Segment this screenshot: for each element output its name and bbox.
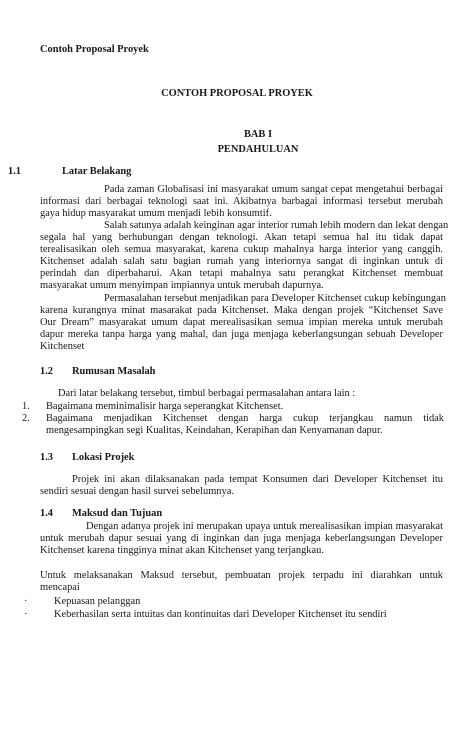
section-title: Lokasi Projek [72,452,135,463]
page-header: Contoh Proposal Proyek [40,44,149,55]
section-number: 1.4 [40,508,53,519]
paragraph-line: Projek ini akan dilaksanakan pada tempat Konsumen dari Developer Kitchenset itu [72,474,443,485]
paragraph-line: Permasalahan tersebut menjadikan para Developer Kitchenset cukup kebingungan [104,293,446,304]
paragraph-line: dapur mereka tanpa harga yang mahal, dan juga menjaga keberlangsungan sebuah Developer [40,329,443,340]
paragraph-line: segala hal yang berhubungan dengan teknologi. Akan tetapi semua hal itu tidak dapat [40,232,443,243]
list-item: Bagaimana menjadikan Kitchenset dengan harga cukup terjangkau namun tidak [46,413,444,424]
paragraph-line: Dengan adanya projek ini merupakan upaya untuk merealisasikan impian masyarakat [86,521,443,532]
section-title: Latar Belakang [62,166,132,177]
paragraph-line: perindah dan diperbaharui. Akan tetapi mahalnya satu perangkat Kitchenset membuat [40,268,443,279]
paragraph-line: Untuk melaksanakan Maksud tersebut, pembuatan projek terpadu ini diarahkan untuk [40,570,443,581]
section-number: 1.1 [8,166,21,177]
section-title: Maksud dan Tujuan [72,508,163,519]
paragraph-line: terealisasikan oleh semua masyarakat, karena cukup mahalnya harga interior yang canggih. [40,244,443,255]
main-title: CONTOH PROPOSAL PROYEK [161,88,313,99]
paragraph-line: masyarakat umum menyimpan impiannya untuk merubah dapurnya. [40,280,324,291]
paragraph-line: informasi dari berbagai teknologi saat ini. Akibatnya barbagai informasi tersebut merubah [40,196,443,207]
section-number: 1.3 [40,452,53,463]
paragraph-line: Dari latar belakang tersebut, timbul berbagai permasalahan antara lain : [58,388,356,399]
list-item: Bagaimana meminimalisir harga seperangkat Kitchenset. [46,401,284,412]
bullet-item: Keberhasilan serta intuitas dan kontinuitas dari Developer Kitchenset itu sendiri [54,609,387,620]
paragraph-line: Kitchenset karena tingginya minat akan Kitchenset yang terjangkau. [40,545,324,556]
paragraph-line: Kitchenset [40,341,85,352]
paragraph-line: mencapai [40,582,80,593]
paragraph-line: Salah satunya adalah keinginan agar interior rumah lebih modern dan lekat dengan [104,220,449,231]
bullet-dot: · [24,596,28,607]
bullet-dot: · [24,609,28,620]
paragraph-line: Pada zaman Globalisasi ini masyarakat umum sangat cepat mengetahui berbagai [104,184,443,195]
paragraph-line: untuk merubah dapur sesuai yang di inginkan dan juga menjaga keberlangsungan Developer [40,533,443,544]
paragraph-line: gaya hidup masyarakat umum menjadi lebih konsumtif. [40,208,272,219]
chapter-title: PENDAHULUAN [217,144,299,155]
paragraph-line: Kitchenset adalah salah satu bagian rumah yang interiornya sangat di inginkan untuk di [40,256,443,267]
bullet-item: Kepuasan pelanggan [54,596,141,607]
paragraph-line: sendiri sesuai dengan hasil survei sebelumnya. [40,486,234,497]
chapter-label: BAB I [243,129,272,140]
list-item: mengesampingkan segi Kualitas, Keindahan, Kerapihan dan Kenyamanan dapur. [46,425,383,436]
list-number: 2. [22,413,30,424]
paragraph-line: karena kurangnya minat masarakat pada Kitchenset. Maka dengan projek “Kitchenset Save [40,305,443,316]
section-number: 1.2 [40,366,53,377]
paragraph-line: Our Dream” masyarakat umum dapat merealisasikan semua impian mereka untuk merubah [40,317,443,328]
section-title: Rumusan Masalah [72,366,156,377]
list-number: 1. [22,401,30,412]
